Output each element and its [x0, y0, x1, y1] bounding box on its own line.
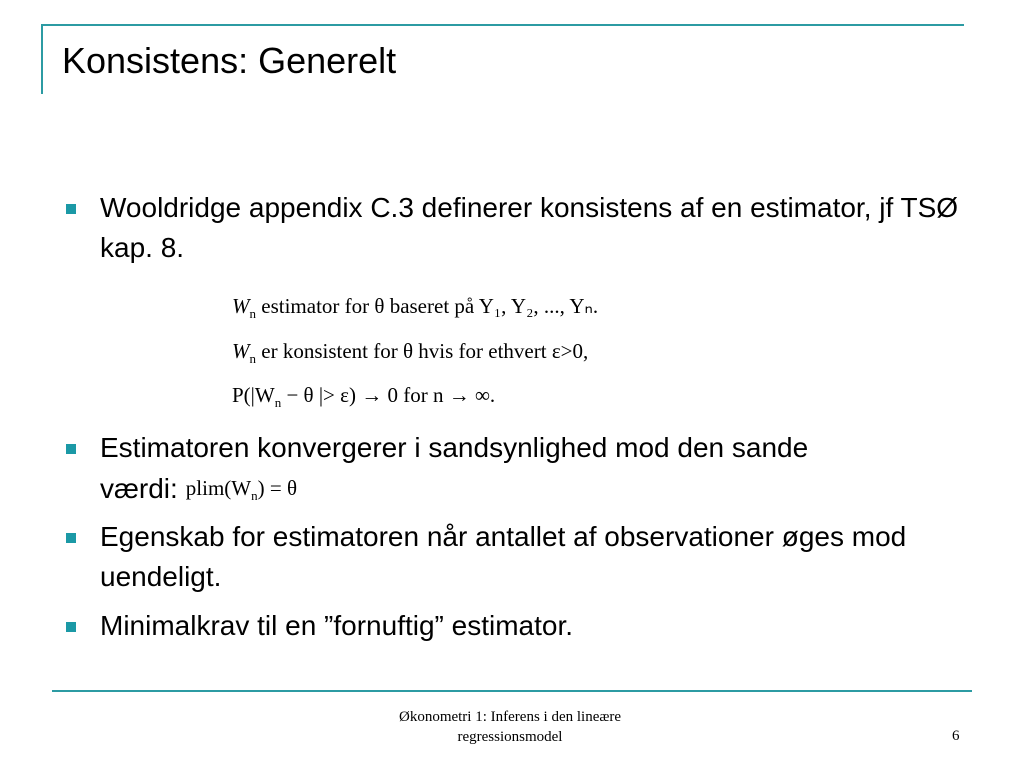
equation-prefix: P(|W — [232, 383, 275, 407]
page-number: 6 — [952, 728, 960, 744]
bullet-marker — [66, 533, 76, 543]
bullet-text: Minimalkrav til en ”fornuftig” estimator. — [100, 610, 574, 641]
equation-text: − θ |> ε) → 0 for n → ∞. — [286, 383, 496, 407]
footer-line-2: regressionsmodel — [457, 729, 563, 745]
plim-suffix: ) = θ — [257, 476, 298, 500]
footer-line-1: Økonometri 1: Inferens i den lineære — [398, 709, 622, 725]
equation-var: W — [232, 294, 250, 318]
bullet-text-content: Estimatoren konvergerer i sandsynlighed mod den sande værdi: — [100, 432, 809, 504]
plim-prefix: plim(W — [185, 476, 252, 500]
equation-line-1 — [232, 294, 598, 319]
equation-subscript: n — [249, 351, 256, 366]
footer-course-title — [300, 707, 720, 747]
equation-text: er konsistent for θ hvis for ethvert ε>0, — [261, 339, 589, 363]
bullet-marker — [66, 444, 76, 454]
plim-equation — [185, 476, 298, 503]
equation-subscript: n — [274, 395, 282, 410]
equation-text: estimator for θ baseret på Y₁, Y₂, ..., Yₙ. — [261, 294, 599, 318]
equation-var: W — [232, 339, 250, 363]
bullet-text — [100, 428, 890, 509]
equation-line-3 — [232, 383, 495, 408]
left-rule — [41, 24, 43, 94]
equation-subscript: n — [249, 306, 256, 321]
bullet-text: Wooldridge appendix C.3 definerer konsistens af en estimator, jf TSØ kap. 8. — [100, 192, 959, 263]
plim-subscript: n — [251, 488, 258, 503]
slide-title: Konsistens: Generelt — [62, 40, 397, 81]
footer-rule — [52, 690, 972, 692]
top-rule — [41, 24, 964, 26]
bullet-marker — [66, 622, 76, 632]
equation-line-2 — [232, 339, 588, 364]
bullet-marker — [66, 204, 76, 214]
bullet-text: Egenskab for estimatoren når antallet af observationer øges mod uendeligt. — [100, 521, 907, 592]
